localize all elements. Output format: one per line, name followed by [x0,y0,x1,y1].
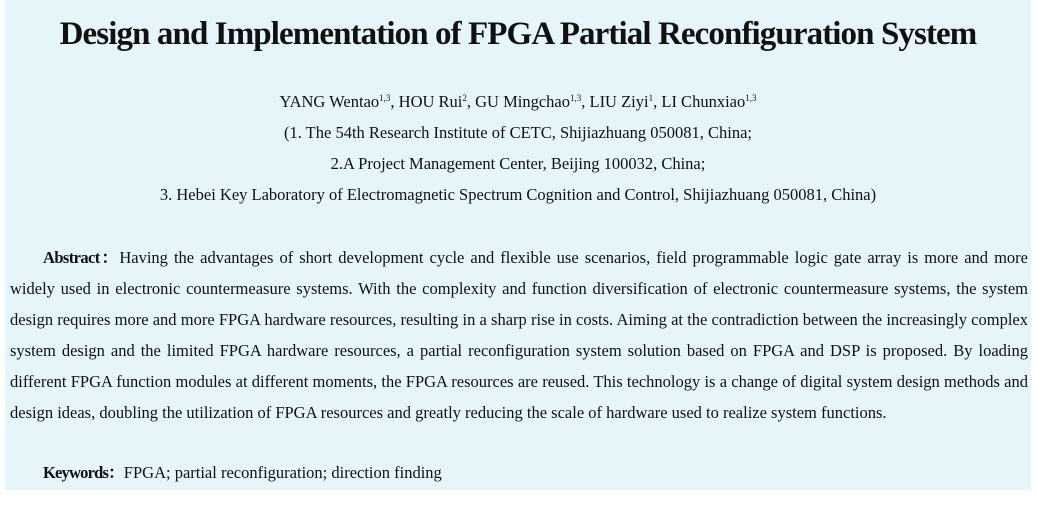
author-separator: , [466,92,476,111]
author-affiliation-mark: 1,3 [745,93,757,103]
paper-title: Design and Implementation of FPGA Partial Reconfiguration System [59,16,977,52]
author-affiliation-mark: 1,3 [569,93,582,103]
abstract-paragraph [10,242,1028,428]
author-separator: , [653,92,662,111]
author-name: HOU Rui [398,92,463,111]
author-line [5,92,1031,112]
keywords-text: FPGA; partial reconfiguration; direction finding [123,463,442,482]
author-name: LI Chunxiao [661,92,746,111]
author-name: LIU Ziyi [589,92,649,111]
author-name: YANG Wentao [279,92,380,111]
affiliation-1: (1. The 54th Research Institute of CETC, Shijiazhuang 050081, China; [283,123,753,142]
affiliation-3: 3. Hebei Key Laboratory of Electromagnetic Spectrum Cognition and Control, Shijiazhuang 050081, China) [159,185,877,204]
affiliation-2: 2.A Project Management Center, Beijing 100032, China; [330,154,706,173]
author-affiliation-mark: 1 [648,93,654,103]
keywords-line [43,462,442,484]
keywords-label: Keywords： [43,463,124,482]
paper-header-panel [5,0,1031,490]
author-affiliation-mark: 1,3 [379,93,391,103]
author-separator: , [390,92,399,111]
abstract-label: Abstract： [43,248,120,267]
abstract-text: Having the advantages of short development cycle and flexible use scenarios, field programmable logic gate array is more and more widely used in electronic countermeasure systems. With the complexity and function diversification of electronic countermeasure systems, the system design requires more and more FPGA hardware resources, resulting in a sharp rise in costs. Aiming at the contradiction between the increasingly complex system design and the limited FPGA hardware resources, a partial reconfiguration system solution based on FPGA and DSP is proposed. By loading different FPGA function modules at different moments, the FPGA resources are reused. This technology is a change of digital system design methods and design ideas, doubling the utilization of FPGA resources and greatly reducing the scale of hardware used to realize system functions. [10,248,1028,422]
author-separator: , [581,92,590,111]
author-affiliation-mark: 2 [462,93,467,103]
author-name: GU Mingchao [475,92,570,111]
